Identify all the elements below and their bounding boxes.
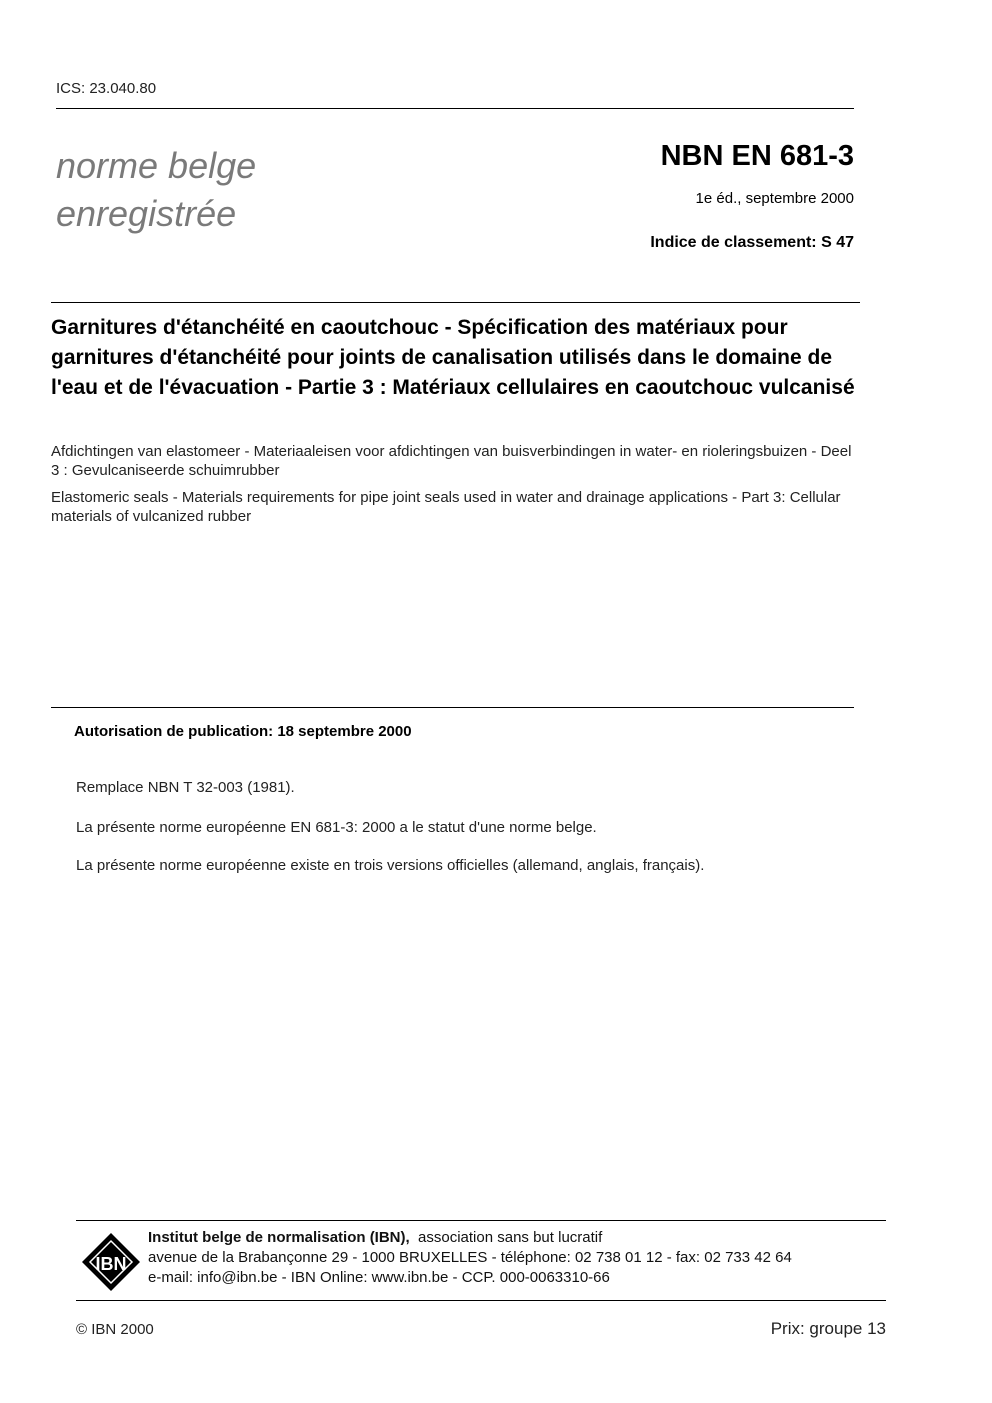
institute-line bbox=[148, 1228, 792, 1248]
title-french: Garnitures d'étanchéité en caoutchouc - Spécification des matériaux pour garnitures d'étanchéité pour joints de canalisation utilisés dans le domaine de l'eau et de l'évacuation - Partie 3 : Matériaux cellulaires en caoutchouc vulcanisé bbox=[51, 316, 855, 399]
title-divider bbox=[51, 302, 860, 303]
institute-type: association sans but lucratif bbox=[418, 1229, 603, 1246]
edition-date: 1e éd., septembre 2000 bbox=[695, 190, 854, 207]
footer-bottom-divider bbox=[76, 1300, 886, 1301]
replaces-note: Remplace NBN T 32-003 (1981). bbox=[76, 779, 295, 796]
publication-authorization: Autorisation de publication: 18 septembre 2000 bbox=[74, 723, 412, 740]
price-group: Prix: groupe 13 bbox=[770, 1319, 886, 1338]
institute-name: Institut belge de normalisation (IBN), bbox=[148, 1229, 410, 1246]
title-dutch: Afdichtingen van elastomeer - Materiaaleisen voor afdichtingen van buisverbindingen in water- en rioleringsbuizen - Deel 3 : Gevulcaniseerde schuimrubber bbox=[51, 443, 852, 479]
ics-code: ICS: 23.040.80 bbox=[56, 80, 157, 97]
status-note: La présente norme européenne EN 681-3: 2000 a le statut d'une norme belge. bbox=[76, 819, 597, 836]
norme-line-1: norme belge bbox=[56, 145, 257, 186]
ibn-logo-icon bbox=[81, 1232, 141, 1292]
norme-line-2: enregistrée bbox=[56, 193, 237, 234]
publication-divider bbox=[51, 707, 854, 708]
title-english: Elastomeric seals - Materials requirements for pipe joint seals used in water and drainage applications - Part 3: Cellular materials of vulcanized rubber bbox=[51, 489, 841, 525]
institute-contact-block bbox=[148, 1228, 792, 1288]
header-divider bbox=[56, 108, 854, 109]
ibn-logo-lettering: IBN bbox=[95, 1254, 127, 1274]
copyright: © IBN 2000 bbox=[76, 1321, 154, 1338]
classification-index: Indice de classement: S 47 bbox=[650, 234, 854, 251]
norme-belge-label bbox=[56, 142, 256, 238]
footer-top-divider bbox=[76, 1220, 886, 1221]
versions-note: La présente norme européenne existe en trois versions officielles (allemand, anglais, français). bbox=[76, 857, 705, 874]
institute-address: avenue de la Brabançonne 29 - 1000 BRUXELLES - téléphone: 02 738 01 12 - fax: 02 733 42 64 bbox=[148, 1249, 792, 1266]
institute-contact: e-mail: info@ibn.be - IBN Online: www.ibn.be - CCP. 000-0063310-66 bbox=[148, 1269, 610, 1286]
standard-code: NBN EN 681-3 bbox=[660, 140, 854, 172]
